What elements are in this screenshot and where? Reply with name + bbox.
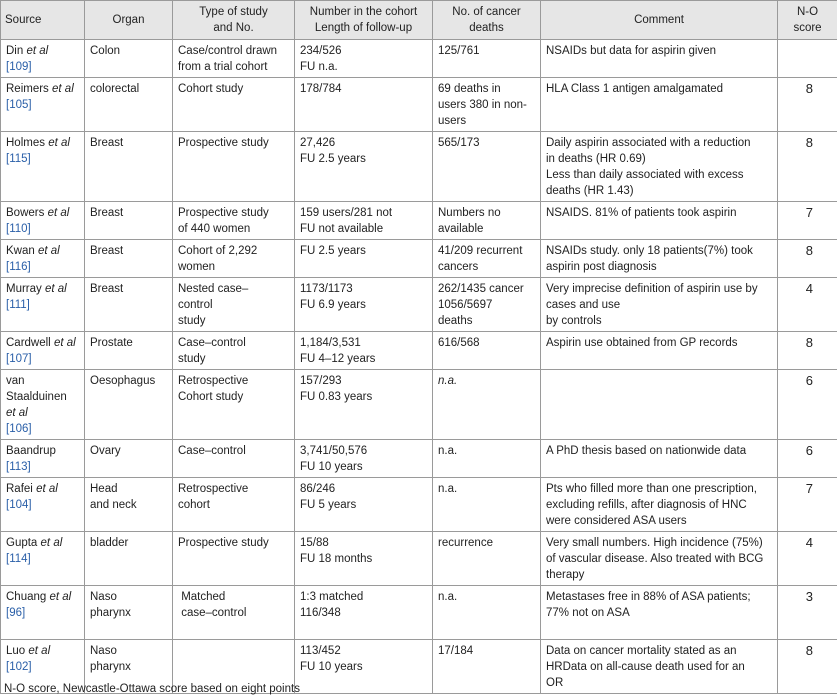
cohort-line: FU 4–12 years — [300, 353, 376, 365]
deaths-line: n.a. — [438, 375, 458, 387]
cohort-line: FU 10 years — [300, 661, 363, 673]
comment-line: by controls — [546, 315, 602, 327]
cell-cohort — [295, 586, 433, 640]
cell-deaths — [433, 202, 541, 240]
deaths-line: 41/209 recurrent — [438, 245, 523, 257]
cell-source — [1, 440, 85, 478]
header-score-line-1: N-O — [796, 6, 819, 18]
reference-link[interactable]: [111] — [6, 299, 30, 311]
cell-source — [1, 370, 85, 440]
cell-study-type — [173, 132, 295, 202]
deaths-line: n.a. — [438, 483, 458, 495]
deaths-line: users 380 in non- — [438, 99, 527, 111]
deaths-line: recurrence — [438, 537, 493, 549]
et-al: et al — [28, 645, 51, 657]
comment-line: 77% not on ASA — [546, 607, 630, 619]
cohort-line: 1:3 matched — [300, 591, 364, 603]
cell-organ — [85, 240, 173, 278]
cohort-line: 234/526 — [300, 45, 342, 57]
cell-comment — [541, 640, 778, 694]
cell-comment — [541, 40, 778, 78]
comment-line: excluding refills, after diagnosis of HNC — [546, 499, 747, 511]
comment-line: Very imprecise definition of aspirin use by — [546, 283, 758, 295]
cell-source — [1, 202, 85, 240]
cell-source — [1, 132, 85, 202]
header-score-line-2: score — [793, 22, 822, 34]
table-row — [1, 440, 837, 478]
deaths-line: cancers — [438, 261, 479, 273]
deaths-line: 1056/5697 — [438, 299, 493, 311]
cohort-line: FU 2.5 years — [300, 153, 366, 165]
reference-link[interactable]: [114] — [6, 553, 31, 565]
study-type-line: Prospective study — [178, 537, 269, 549]
header-deaths-line-2: deaths — [469, 22, 504, 34]
table-footnote: N-O score, Newcastle-Ottawa score based on eight points — [4, 683, 300, 695]
reference-link[interactable]: [105] — [6, 99, 32, 111]
cell-source — [1, 478, 85, 532]
cell-deaths — [433, 40, 541, 78]
study-type-line: of 440 women — [178, 223, 251, 235]
comment-line: NSAIDs but data for aspirin given — [546, 45, 717, 57]
cohort-line: FU n.a. — [300, 61, 338, 73]
cohort-line: 15/88 — [300, 537, 329, 549]
cell-organ — [85, 278, 173, 332]
comment-line: NSAIDs study. only 18 patients(7%) took — [546, 245, 753, 257]
organ-text: Breast — [90, 137, 124, 149]
study-type-line: Retrospective — [178, 375, 249, 387]
author-name: Baandrup — [6, 445, 56, 457]
table-row — [1, 202, 837, 240]
comment-line: Daily aspirin associated with a reduction — [546, 137, 751, 149]
deaths-line: 565/173 — [438, 137, 480, 149]
et-al: et al — [52, 83, 74, 95]
et-al: et al — [48, 137, 70, 149]
et-al: et al — [36, 483, 58, 495]
comment-line: therapy — [546, 569, 585, 581]
table-row — [1, 532, 837, 586]
author-name: Din — [6, 45, 24, 57]
author-name: Chuang — [6, 591, 47, 603]
comment-line: A PhD thesis based on nationwide data — [546, 445, 747, 457]
organ-text: colorectal — [90, 83, 140, 95]
reference-link[interactable]: [110] — [6, 223, 31, 235]
deaths-line: available — [438, 223, 484, 235]
cohort-line: 159 users/281 not — [300, 207, 393, 219]
cell-score: 4 — [778, 278, 837, 332]
cell-score: 4 — [778, 532, 837, 586]
comment-line: Data on cancer mortality stated as an — [546, 645, 737, 657]
study-type-line: case–control — [178, 607, 247, 619]
cell-organ — [85, 132, 173, 202]
deaths-line: n.a. — [438, 445, 458, 457]
cohort-line: FU 5 years — [300, 499, 357, 511]
header-deaths — [433, 1, 541, 40]
cell-study-type — [173, 532, 295, 586]
reference-link[interactable]: [106] — [6, 423, 32, 435]
cell-cohort — [295, 278, 433, 332]
comment-line: HLA Class 1 antigen amalgamated — [546, 83, 724, 95]
cell-cohort — [295, 478, 433, 532]
cell-organ — [85, 40, 173, 78]
study-type-line: Retrospective — [178, 483, 249, 495]
comment-line: were considered ASA users — [546, 515, 687, 527]
cohort-line: FU 0.83 years — [300, 391, 373, 403]
cell-deaths — [433, 132, 541, 202]
study-type-line: Case/control drawn — [178, 45, 278, 57]
deaths-line: 616/568 — [438, 337, 480, 349]
cell-study-type — [173, 478, 295, 532]
comment-line: OR — [546, 677, 564, 689]
author-name: Reimers — [6, 83, 49, 95]
cell-source — [1, 332, 85, 370]
cell-comment — [541, 370, 778, 440]
cell-score: 8 — [778, 132, 837, 202]
cell-score: 3 — [778, 586, 837, 640]
comment-line: Metastases free in 88% of ASA patients; — [546, 591, 751, 603]
cell-comment — [541, 440, 778, 478]
cell-comment — [541, 240, 778, 278]
cell-deaths — [433, 478, 541, 532]
study-type-line: Nested case– — [178, 283, 249, 295]
cell-score — [778, 40, 837, 78]
cell-study-type — [173, 586, 295, 640]
author-name: Bowers — [6, 207, 45, 219]
header-deaths-line-1: No. of cancer — [452, 6, 521, 18]
author-name: van — [6, 375, 25, 387]
cell-cohort — [295, 640, 433, 694]
author-name: Kwan — [6, 245, 35, 257]
organ-text-cont: and neck — [90, 499, 137, 511]
study-type-line: Case–control — [178, 445, 246, 457]
comment-line: of vascular disease. Also treated with BCG — [546, 553, 764, 565]
cell-study-type — [173, 440, 295, 478]
organ-text: Prostate — [90, 337, 133, 349]
table-row — [1, 240, 837, 278]
header-type-line-1: Type of study — [199, 6, 268, 18]
study-type-line: study — [178, 353, 206, 365]
et-al: et al — [44, 283, 67, 295]
cell-comment — [541, 278, 778, 332]
table-row — [1, 370, 837, 440]
header-source: Source — [1, 1, 85, 40]
cell-deaths — [433, 370, 541, 440]
cell-deaths — [433, 240, 541, 278]
author-name-cont: Staalduinen — [6, 391, 67, 403]
cell-score: 6 — [778, 370, 837, 440]
cohort-line: 27,426 — [300, 137, 336, 149]
cohort-line: FU 2.5 years — [300, 245, 366, 257]
cell-study-type — [173, 78, 295, 132]
et-al: et al — [47, 207, 70, 219]
cell-deaths — [433, 532, 541, 586]
table-row — [1, 278, 837, 332]
study-type-line: Cohort study — [178, 391, 244, 403]
cell-cohort — [295, 240, 433, 278]
header-cohort-line-1: Number in the cohort — [309, 6, 418, 18]
cell-source — [1, 586, 85, 640]
cell-cohort — [295, 202, 433, 240]
cell-organ — [85, 532, 173, 586]
study-type-line: Case–control — [178, 337, 246, 349]
comment-line: Aspirin use obtained from GP records — [546, 337, 738, 349]
study-type-line: from a trial cohort — [178, 61, 268, 73]
cohort-line: FU not available — [300, 223, 384, 235]
cell-comment — [541, 78, 778, 132]
cell-score: 8 — [778, 240, 837, 278]
author-name: Murray — [6, 283, 42, 295]
cell-study-type — [173, 332, 295, 370]
cell-score: 6 — [778, 440, 837, 478]
organ-text: Naso — [90, 591, 117, 603]
deaths-line: 17/184 — [438, 645, 474, 657]
reference-link[interactable]: [116] — [6, 261, 31, 273]
cell-comment — [541, 132, 778, 202]
table-row — [1, 132, 837, 202]
comment-line: NSAIDS. 81% of patients took aspirin — [546, 207, 737, 219]
header-row — [1, 1, 837, 40]
cell-study-type — [173, 240, 295, 278]
reference-link[interactable]: [102] — [6, 661, 32, 673]
cell-source — [1, 40, 85, 78]
cell-cohort — [295, 40, 433, 78]
reference-link[interactable]: [107] — [6, 353, 32, 365]
deaths-line: 69 deaths in — [438, 83, 501, 95]
table-row — [1, 40, 837, 78]
organ-text: Oesophagus — [90, 375, 156, 387]
cell-source — [1, 278, 85, 332]
header-type — [173, 1, 295, 40]
reference-link[interactable]: [109] — [6, 61, 32, 73]
cell-organ — [85, 586, 173, 640]
table-row — [1, 332, 837, 370]
cell-study-type — [173, 202, 295, 240]
organ-text: Head — [90, 483, 118, 495]
comment-line: aspirin post diagnosis — [546, 261, 657, 273]
cell-source — [1, 78, 85, 132]
deaths-line: deaths — [438, 315, 473, 327]
cell-cohort — [295, 370, 433, 440]
cell-cohort — [295, 132, 433, 202]
author-name: Luo — [6, 645, 26, 657]
cell-cohort — [295, 332, 433, 370]
cell-organ — [85, 440, 173, 478]
header-cohort — [295, 1, 433, 40]
cell-source — [1, 240, 85, 278]
cell-score: 7 — [778, 478, 837, 532]
header-score — [778, 1, 837, 40]
study-type-line: cohort — [178, 499, 210, 511]
cell-organ — [85, 78, 173, 132]
cell-organ — [85, 478, 173, 532]
header-cohort-line-2: Length of follow-up — [314, 22, 413, 34]
cell-study-type — [173, 278, 295, 332]
et-al: et al — [49, 591, 72, 603]
reference-link[interactable]: [115] — [6, 153, 31, 165]
et-al: et al — [26, 45, 49, 57]
cell-deaths — [433, 440, 541, 478]
cell-comment — [541, 202, 778, 240]
et-al: et al — [53, 337, 76, 349]
table-row — [1, 78, 837, 132]
cell-deaths — [433, 332, 541, 370]
deaths-line: Numbers no — [438, 207, 501, 219]
study-type-line: Prospective study — [178, 137, 269, 149]
author-name: Rafei — [6, 483, 33, 495]
organ-text: Colon — [90, 45, 121, 57]
header-type-line-2: and No. — [213, 22, 254, 34]
author-name: Cardwell — [6, 337, 51, 349]
cohort-line: 3,741/50,576 — [300, 445, 368, 457]
organ-text: Breast — [90, 283, 124, 295]
study-type-line: Cohort of 2,292 — [178, 245, 258, 257]
reference-link[interactable]: [104] — [6, 499, 32, 511]
cohort-line: 86/246 — [300, 483, 336, 495]
cell-organ — [85, 370, 173, 440]
organ-text: Naso — [90, 645, 117, 657]
cell-comment — [541, 586, 778, 640]
header-comment: Comment — [541, 1, 778, 40]
cell-source — [1, 532, 85, 586]
comment-line: Very small numbers. High incidence (75%) — [546, 537, 763, 549]
comment-line: Less than daily associated with excess — [546, 169, 744, 181]
cohort-line: FU 18 months — [300, 553, 373, 565]
et-al: et al — [40, 537, 63, 549]
cell-cohort — [295, 532, 433, 586]
reference-link[interactable]: [113] — [6, 461, 31, 473]
study-type-line: study — [178, 315, 206, 327]
cohort-line: 178/784 — [300, 83, 342, 95]
cohort-line: 113/452 — [300, 645, 341, 657]
cell-score: 8 — [778, 78, 837, 132]
cell-study-type — [173, 370, 295, 440]
comment-line: HRData on all-cause death used for an — [546, 661, 745, 673]
reference-link[interactable]: [96] — [6, 607, 26, 619]
cell-study-type — [173, 40, 295, 78]
cell-organ — [85, 332, 173, 370]
organ-text: Breast — [90, 245, 124, 257]
cell-cohort — [295, 78, 433, 132]
comment-line: in deaths (HR 0.69) — [546, 153, 646, 165]
deaths-line: 125/761 — [438, 45, 480, 57]
deaths-line: users — [438, 115, 467, 127]
table-row — [1, 478, 837, 532]
table-row — [1, 586, 837, 640]
cell-score: 7 — [778, 202, 837, 240]
cell-score: 8 — [778, 640, 837, 694]
cell-deaths — [433, 640, 541, 694]
organ-text: bladder — [90, 537, 129, 549]
cell-deaths — [433, 278, 541, 332]
cell-score: 8 — [778, 332, 837, 370]
deaths-line: n.a. — [438, 591, 458, 603]
study-type-line: Prospective study — [178, 207, 269, 219]
study-type-line: Matched — [178, 591, 226, 603]
cell-comment — [541, 478, 778, 532]
header-organ: Organ — [85, 1, 173, 40]
deaths-line: 262/1435 cancer — [438, 283, 524, 295]
cohort-line: 157/293 — [300, 375, 342, 387]
cohort-line: FU 10 years — [300, 461, 363, 473]
study-type-line: control — [178, 299, 213, 311]
author-name: Gupta — [6, 537, 38, 549]
organ-text: Breast — [90, 207, 124, 219]
cohort-line: FU 6.9 years — [300, 299, 366, 311]
cell-comment — [541, 332, 778, 370]
cell-deaths — [433, 586, 541, 640]
organ-text: Ovary — [90, 445, 121, 457]
organ-text-cont: pharynx — [90, 661, 131, 673]
study-type-line: women — [178, 261, 216, 273]
et-al: et al — [6, 407, 28, 419]
cohort-line: 1173/1173 — [300, 283, 353, 295]
author-name: Holmes — [6, 137, 45, 149]
comment-line: Pts who filled more than one prescription, — [546, 483, 757, 495]
comment-line: deaths (HR 1.43) — [546, 185, 634, 197]
cohort-line: 116/348 — [300, 607, 341, 619]
cell-comment — [541, 532, 778, 586]
cell-organ — [85, 202, 173, 240]
cell-cohort — [295, 440, 433, 478]
organ-text-cont: pharynx — [90, 607, 131, 619]
cohort-line: 1,184/3,531 — [300, 337, 361, 349]
study-type-line: Cohort study — [178, 83, 244, 95]
table-body — [1, 40, 837, 694]
comment-line: cases and use — [546, 299, 621, 311]
cell-deaths — [433, 78, 541, 132]
et-al: et al — [37, 245, 60, 257]
